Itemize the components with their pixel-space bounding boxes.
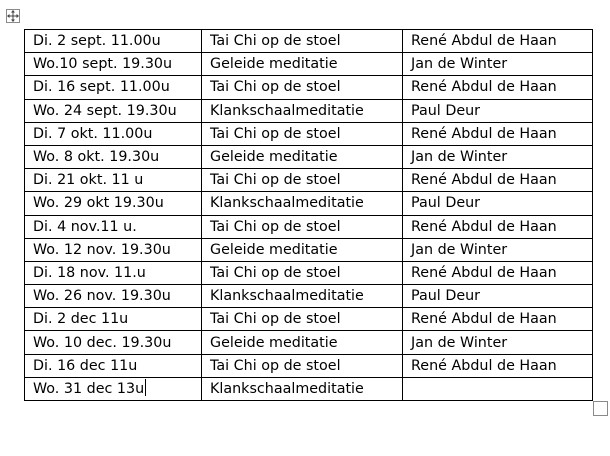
move-arrows-icon: [7, 10, 19, 22]
date-time-cell[interactable]: [25, 331, 202, 354]
activity-cell[interactable]: [202, 30, 403, 53]
table-row: [25, 261, 593, 284]
date-time-cell[interactable]: [25, 285, 202, 308]
table-row: [25, 308, 593, 331]
cell-text: René Abdul de Haan: [411, 311, 557, 328]
cell-text: René Abdul de Haan: [411, 33, 557, 50]
cell-text: René Abdul de Haan: [411, 172, 557, 189]
date-time-cell[interactable]: [25, 238, 202, 261]
table-row: [25, 53, 593, 76]
cell-text: Paul Deur: [411, 195, 481, 212]
cell-text: René Abdul de Haan: [411, 218, 557, 235]
instructor-cell[interactable]: [403, 192, 593, 215]
text-cursor: [145, 379, 146, 396]
schedule-table-body: [25, 30, 593, 401]
cell-text: Jan de Winter: [411, 334, 508, 351]
date-time-cell[interactable]: [25, 377, 202, 400]
date-time-cell[interactable]: [25, 261, 202, 284]
date-time-cell[interactable]: [25, 99, 202, 122]
instructor-cell[interactable]: [403, 331, 593, 354]
instructor-cell[interactable]: [403, 285, 593, 308]
cell-text: Jan de Winter: [411, 241, 508, 258]
cell-text: Tai Chi op de stoel: [210, 311, 341, 328]
table-row: [25, 238, 593, 261]
activity-cell[interactable]: [202, 53, 403, 76]
cell-text: Tai Chi op de stoel: [210, 125, 341, 142]
cell-text: Klankschaalmeditatie: [210, 288, 364, 305]
cell-text: Geleide meditatie: [210, 241, 338, 258]
instructor-cell[interactable]: [403, 53, 593, 76]
cell-text: Wo. 12 nov. 19.30u: [33, 241, 171, 258]
instructor-cell[interactable]: [403, 99, 593, 122]
instructor-cell[interactable]: [403, 169, 593, 192]
cell-text: René Abdul de Haan: [411, 357, 557, 374]
activity-cell[interactable]: [202, 99, 403, 122]
cell-text: Klankschaalmeditatie: [210, 195, 364, 212]
cell-text: Tai Chi op de stoel: [210, 357, 341, 374]
activity-cell[interactable]: [202, 192, 403, 215]
cell-text: Wo. 29 okt 19.30u: [33, 195, 164, 212]
cell-text: Geleide meditatie: [210, 56, 338, 73]
date-time-cell[interactable]: [25, 76, 202, 99]
activity-cell[interactable]: [202, 238, 403, 261]
instructor-cell[interactable]: [403, 308, 593, 331]
date-time-cell[interactable]: [25, 145, 202, 168]
cell-text: Geleide meditatie: [210, 334, 338, 351]
cell-text: Di. 7 okt. 11.00u: [33, 125, 153, 142]
date-time-cell[interactable]: [25, 169, 202, 192]
table-row: [25, 331, 593, 354]
cell-text: Di. 4 nov.11 u.: [33, 218, 137, 235]
activity-cell[interactable]: [202, 354, 403, 377]
cell-text: Klankschaalmeditatie: [210, 380, 364, 397]
activity-cell[interactable]: [202, 261, 403, 284]
cell-text: Di. 21 okt. 11 u: [33, 172, 144, 189]
activity-cell[interactable]: [202, 331, 403, 354]
cell-text: Wo. 26 nov. 19.30u: [33, 288, 171, 305]
cell-text: Wo. 24 sept. 19.30u: [33, 102, 177, 119]
date-time-cell[interactable]: [25, 308, 202, 331]
cell-text: Klankschaalmeditatie: [210, 102, 364, 119]
activity-cell[interactable]: [202, 215, 403, 238]
cell-text: René Abdul de Haan: [411, 264, 557, 281]
date-time-cell[interactable]: [25, 30, 202, 53]
date-time-cell[interactable]: [25, 122, 202, 145]
table-row: [25, 169, 593, 192]
cell-text: Tai Chi op de stoel: [210, 172, 341, 189]
date-time-cell[interactable]: [25, 354, 202, 377]
instructor-cell[interactable]: [403, 76, 593, 99]
cell-text: Tai Chi op de stoel: [210, 33, 341, 50]
instructor-cell[interactable]: [403, 377, 593, 400]
date-time-cell[interactable]: [25, 215, 202, 238]
cell-text: Paul Deur: [411, 102, 481, 119]
cell-text: Jan de Winter: [411, 149, 508, 166]
table-row: [25, 354, 593, 377]
cell-text: Paul Deur: [411, 288, 481, 305]
activity-cell[interactable]: [202, 76, 403, 99]
activity-cell[interactable]: [202, 308, 403, 331]
instructor-cell[interactable]: [403, 354, 593, 377]
activity-cell[interactable]: [202, 377, 403, 400]
table-row: [25, 215, 593, 238]
table-row: [25, 76, 593, 99]
table-row: [25, 192, 593, 215]
cell-text: René Abdul de Haan: [411, 79, 557, 96]
cell-text: Di. 16 dec 11u: [33, 357, 138, 374]
cell-text: Tai Chi op de stoel: [210, 79, 341, 96]
table-row: [25, 122, 593, 145]
date-time-cell[interactable]: [25, 53, 202, 76]
cell-text: Geleide meditatie: [210, 149, 338, 166]
date-time-cell[interactable]: [25, 192, 202, 215]
table-resize-handle-icon[interactable]: [593, 401, 608, 416]
table-move-handle-icon[interactable]: [6, 9, 20, 23]
cell-text: Wo.10 sept. 19.30u: [33, 56, 173, 73]
schedule-table: [24, 29, 593, 401]
activity-cell[interactable]: [202, 145, 403, 168]
instructor-cell[interactable]: [403, 122, 593, 145]
cell-text: Wo. 31 dec 13u: [33, 380, 145, 397]
table-row: [25, 99, 593, 122]
cell-text: René Abdul de Haan: [411, 125, 557, 142]
instructor-cell[interactable]: [403, 30, 593, 53]
table-row: [25, 285, 593, 308]
cell-text: Tai Chi op de stoel: [210, 264, 341, 281]
cell-text: Di. 2 dec 11u: [33, 311, 129, 328]
table-row: [25, 377, 593, 400]
cell-text: Tai Chi op de stoel: [210, 218, 341, 235]
table-row: [25, 30, 593, 53]
cell-text: Wo. 8 okt. 19.30u: [33, 149, 160, 166]
instructor-cell[interactable]: [403, 238, 593, 261]
cell-text: Di. 18 nov. 11.u: [33, 264, 146, 281]
instructor-cell[interactable]: [403, 215, 593, 238]
activity-cell[interactable]: [202, 169, 403, 192]
table-row: [25, 145, 593, 168]
activity-cell[interactable]: [202, 285, 403, 308]
cell-text: Jan de Winter: [411, 56, 508, 73]
instructor-cell[interactable]: [403, 145, 593, 168]
cell-text: Di. 16 sept. 11.00u: [33, 79, 170, 96]
cell-text: Wo. 10 dec. 19.30u: [33, 334, 172, 351]
instructor-cell[interactable]: [403, 261, 593, 284]
cell-text: Di. 2 sept. 11.00u: [33, 33, 161, 50]
activity-cell[interactable]: [202, 122, 403, 145]
